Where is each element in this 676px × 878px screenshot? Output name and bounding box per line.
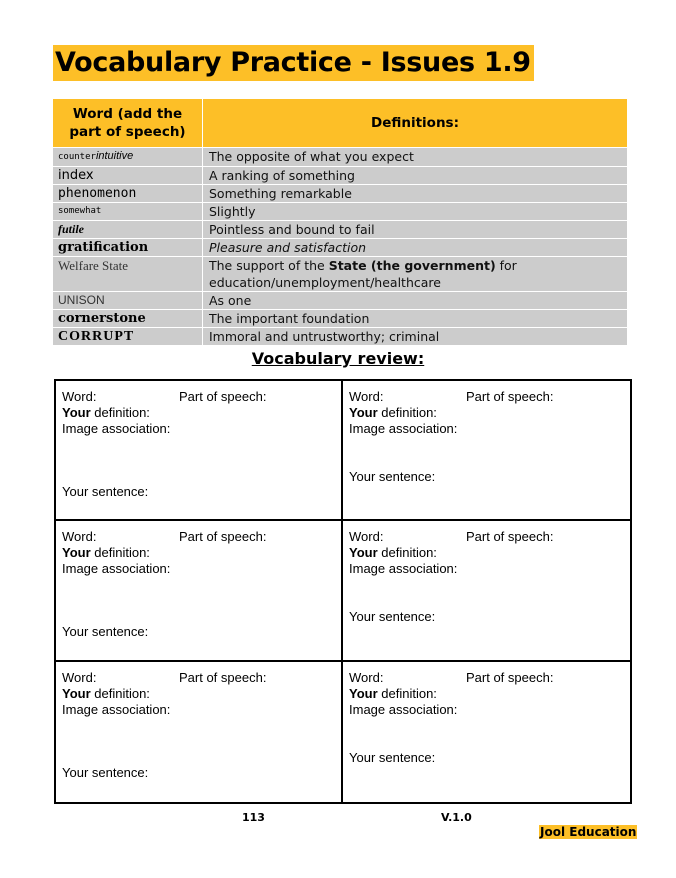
your-emphasis: Your — [62, 405, 91, 420]
definition-cell: The important foundation — [203, 310, 628, 328]
image-association-label: Image association: — [62, 421, 171, 436]
table-row — [53, 221, 628, 239]
vocabulary-table — [52, 98, 628, 346]
table-row — [53, 148, 628, 167]
header-line: part of speech) — [69, 124, 186, 140]
definition-text: definition: — [377, 405, 437, 420]
table-header-row — [53, 99, 628, 148]
sentence-label: Your sentence: — [62, 764, 149, 780]
part-of-speech-label: Part of speech: — [466, 669, 554, 685]
definition-cell: A ranking of something — [203, 167, 628, 185]
word-label: Word: — [349, 529, 384, 545]
table-row — [53, 239, 628, 257]
vocabulary-review-grid — [54, 379, 632, 804]
definition-label — [349, 686, 624, 702]
word-label: Word: — [62, 529, 97, 545]
image-association-label: Image association: — [62, 561, 171, 577]
header-line: Word (add the — [72, 106, 183, 122]
sentence-label: Your sentence: — [349, 609, 436, 625]
image-association-label: Image association: — [62, 701, 171, 717]
sentence-label: Your sentence: — [349, 469, 436, 484]
definition-cell: Something remarkable — [203, 185, 628, 203]
word-cell — [53, 148, 203, 167]
definition-text: education/unemployment/healthcare — [209, 275, 441, 290]
your-emphasis: Your — [349, 545, 378, 561]
table-row — [53, 185, 628, 203]
table-row — [53, 328, 628, 346]
vocabulary-review-heading: Vocabulary review: — [251, 349, 425, 368]
word-label: Word: — [349, 389, 384, 404]
word-part: intuitive — [95, 150, 134, 162]
definition-cell: The opposite of what you expect — [203, 148, 628, 167]
definition-emphasis: State (the government) — [328, 258, 496, 273]
sentence-label: Your sentence: — [62, 484, 149, 499]
word-cell: cornerstone — [53, 310, 203, 328]
part-of-speech-label: Part of speech: — [466, 529, 554, 545]
your-emphasis: Your — [349, 685, 378, 701]
review-card[interactable] — [343, 662, 630, 802]
definition-cell: Pointless and bound to fail — [203, 221, 628, 239]
part-of-speech-label: Part of speech: — [179, 389, 267, 404]
your-emphasis: Your — [62, 545, 91, 561]
review-card[interactable] — [343, 521, 630, 661]
part-of-speech-label: Part of speech: — [179, 669, 267, 685]
review-card[interactable] — [56, 381, 343, 521]
definition-text: definition: — [90, 545, 150, 561]
review-card[interactable] — [56, 662, 343, 802]
word-label: Word: — [62, 669, 97, 685]
word-cell: futile — [53, 221, 203, 239]
definition-text: The support of the — [209, 258, 329, 273]
word-cell: UNISON — [53, 292, 203, 310]
definition-text: for — [495, 258, 517, 273]
definition-label — [62, 405, 335, 421]
word-part: counter — [58, 152, 96, 162]
table-row — [53, 167, 628, 185]
word-cell: gratification — [53, 239, 203, 257]
word-label: Word: — [349, 669, 384, 685]
word-label: Word: — [62, 389, 97, 404]
your-emphasis: Your — [62, 685, 91, 701]
word-cell: Welfare State — [53, 257, 203, 292]
word-cell: somewhat — [53, 203, 203, 221]
definition-cell: Pleasure and satisfaction — [203, 239, 628, 257]
your-emphasis: Your — [349, 405, 378, 420]
definition-label — [349, 545, 624, 561]
table-row — [53, 257, 628, 292]
definition-cell — [203, 257, 628, 292]
definition-label — [62, 686, 335, 702]
brand-label: Jool Education — [540, 825, 637, 839]
sentence-label: Your sentence: — [349, 749, 436, 765]
page-number: 113 — [242, 811, 265, 824]
definition-text: definition: — [90, 405, 150, 420]
table-row — [53, 310, 628, 328]
definition-cell: Slightly — [203, 203, 628, 221]
definition-text: definition: — [377, 685, 437, 701]
word-cell: CORRUPT — [53, 328, 203, 346]
definition-cell: As one — [203, 292, 628, 310]
image-association-label: Image association: — [349, 421, 458, 436]
word-cell: index — [53, 167, 203, 185]
review-card[interactable] — [56, 521, 343, 661]
version-label: V.1.0 — [441, 811, 472, 824]
definition-cell: Immoral and untrustworthy; criminal — [203, 328, 628, 346]
definition-text: definition: — [90, 685, 150, 701]
word-column-header — [53, 99, 203, 148]
part-of-speech-label: Part of speech: — [466, 389, 554, 404]
table-row — [53, 203, 628, 221]
word-cell: phenomenon — [53, 185, 203, 203]
definitions-column-header: Definitions: — [203, 99, 628, 148]
image-association-label: Image association: — [349, 561, 458, 577]
definition-label — [62, 545, 335, 561]
page-title: Vocabulary Practice - Issues 1.9 — [53, 45, 534, 81]
image-association-label: Image association: — [349, 701, 458, 717]
definition-label — [349, 405, 624, 421]
review-card[interactable] — [343, 381, 630, 521]
definition-text: definition: — [377, 545, 437, 561]
sentence-label: Your sentence: — [62, 624, 149, 640]
part-of-speech-label: Part of speech: — [179, 529, 267, 545]
table-row — [53, 292, 628, 310]
